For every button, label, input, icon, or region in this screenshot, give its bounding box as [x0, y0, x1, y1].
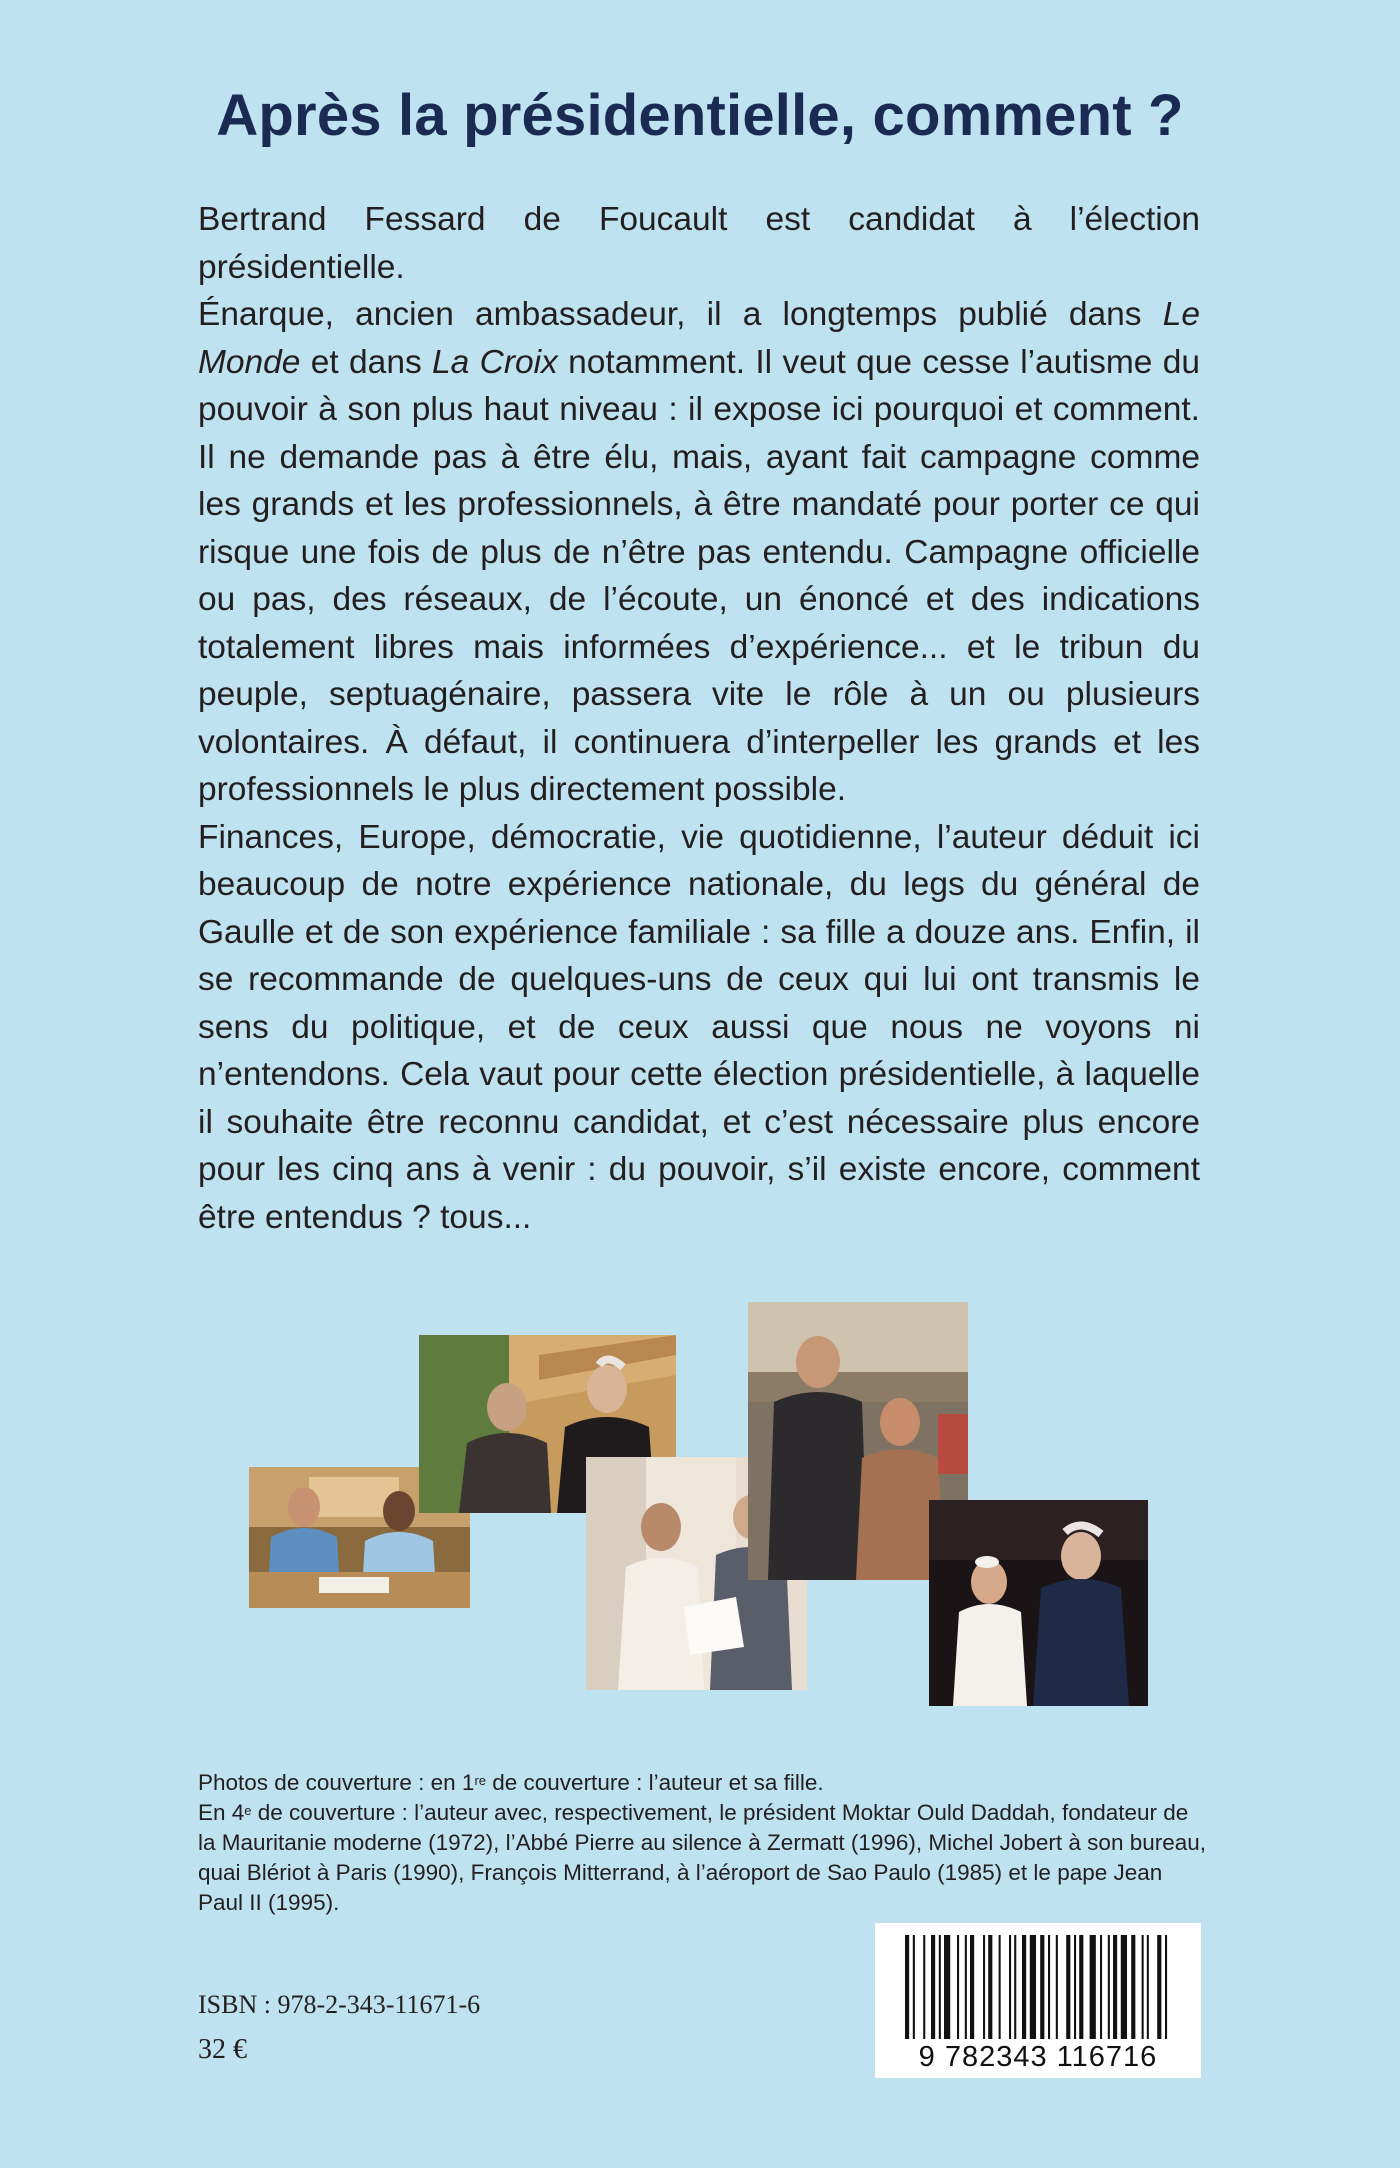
credit-text: de couverture : l’auteur et sa fille. — [486, 1770, 824, 1795]
barcode-bar — [1157, 1935, 1161, 2039]
barcode-bar — [1108, 1935, 1110, 2039]
barcode-bar — [1090, 1935, 1096, 2039]
barcode-bar — [1142, 1935, 1144, 2039]
barcode-bar — [1121, 1935, 1127, 2039]
barcode-bar — [1066, 1935, 1070, 2039]
summary-text: Énarque, ancien ambassadeur, il a longtemps publié dans — [198, 296, 1163, 333]
photo-pope-john-paul-ii — [929, 1500, 1148, 1706]
barcode-bar — [1100, 1935, 1102, 2039]
newspaper-title-le-monde: Le Monde — [198, 296, 1200, 381]
photo-credits-line-2 — [198, 1798, 1208, 1918]
barcode-bar — [988, 1935, 992, 2039]
book-title: Après la présidentielle, comment ? — [216, 83, 1184, 148]
barcode-bar — [1014, 1935, 1016, 2039]
credit-text: En 4 — [198, 1800, 245, 1825]
summary-text: notamment. Il veut que cesse l’autisme du pouvoir à son plus haut niveau : il expose ici pourquoi et comment. Il ne demande pas à être élu, mais, ayant fait campagne comme les grands et les professionnels, à être mandaté pour porter ce qui risque une fois de plus de n’être pas entendu. Campagne officielle ou pas, des réseaux, de l’écoute, un énoncé et des indications totalement libres mais informées d’expérience... et le tribun du peuple, septuagénaire, passera vite le rôle à un ou plusieurs volontaires. À défaut, il continuera d’interpeller les grands et les professionnels le plus directement possible. — [198, 343, 1200, 808]
summary-paragraph-3: Finances, Europe, démocratie, vie quotidienne, l’auteur déduit ici beaucoup de notre expérience nationale, du legs du général de Gaulle et de son expérience familiale : sa fille a douze ans. Enfin, il se recommande de quelques-uns de ceux qui lui ont transmis le sens du politique, et de ceux aussi que nous ne voyons ni n’entendons. Cela vaut pour cette élection présidentielle, à laquelle il souhaite être reconnu candidat, et c’est nécessaire plus encore pour les cinq ans à venir : du pouvoir, s’il existe encore, comment être entendus ? tous... — [198, 818, 1200, 1236]
credit-text: de couverture : l’auteur avec, respectivement, le président Moktar Ould Daddah, fondateur de la Mauritanie moderne (1972), l’Abbé Pierre au silence à Zermatt (1996), Michel Jobert à son bureau, quai Blériot à Paris (1990), François Mitterrand, à l’aéroport de Sao Paulo (1985) et le pape Jean Paul II (1995). — [198, 1800, 1207, 1915]
barcode-bar — [931, 1935, 935, 2039]
credit-text: Photos de couverture : en 1 — [198, 1770, 475, 1795]
price: 32 € — [198, 2034, 247, 2065]
back-cover-summary — [198, 196, 1200, 1241]
barcode-bar — [999, 1935, 1001, 2039]
summary-paragraph-1: Bertrand Fessard de Foucault est candidat à l’élection présidentielle. — [198, 201, 1200, 286]
barcode-bar — [1131, 1935, 1135, 2039]
barcode-bar — [913, 1935, 915, 2039]
ordinal-superscript: re — [474, 1773, 486, 1788]
barcode — [875, 1923, 1201, 2078]
summary-paragraph-2 — [198, 291, 1200, 814]
newspaper-title-la-croix: La Croix — [432, 343, 558, 381]
barcode-bar — [957, 1935, 959, 2039]
barcode-bar — [944, 1935, 950, 2039]
barcode-bar — [1079, 1935, 1083, 2039]
barcode-bar — [1074, 1935, 1076, 2039]
barcode-digits: 9 782343 116716 — [918, 2041, 1158, 2073]
ordinal-superscript: e — [244, 1803, 252, 1818]
barcode-bar — [970, 1935, 974, 2039]
barcode-bar — [905, 1935, 909, 2039]
barcode-bar — [1022, 1935, 1026, 2039]
photo-credits-line-1 — [198, 1768, 1208, 1798]
barcode-bar — [1030, 1935, 1036, 2039]
barcode-bar — [1009, 1935, 1011, 2039]
barcode-bar — [1147, 1935, 1149, 2039]
barcode-bar — [983, 1935, 985, 2039]
summary-text: et dans — [300, 343, 433, 381]
barcode-bar — [965, 1935, 967, 2039]
photo-credits — [198, 1768, 1208, 1918]
isbn: ISBN : 978-2-343-11671-6 — [198, 1990, 481, 2019]
barcode-bar — [1113, 1935, 1117, 2039]
barcode-bar — [1165, 1935, 1167, 2039]
barcode-bar — [1048, 1935, 1050, 2039]
barcode-bar — [939, 1935, 941, 2039]
barcode-bar — [923, 1935, 925, 2039]
barcode-bar — [1056, 1935, 1058, 2039]
barcode-bar — [1040, 1935, 1044, 2039]
